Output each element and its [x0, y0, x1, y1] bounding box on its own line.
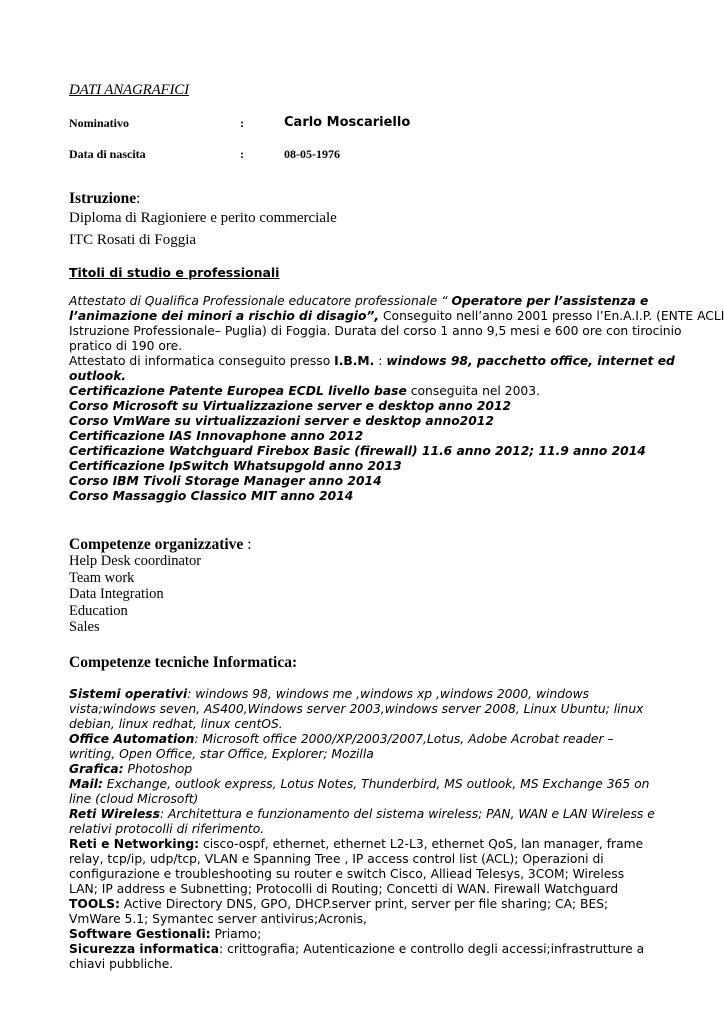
section-title-personal-data: DATI ANAGRAFICI — [69, 82, 189, 98]
technical-line: relay, tcp/ip, udp/tcp, VLAN e Spanning Tree , IP access control list (ACL); Operazioni di — [69, 852, 604, 866]
separator-birthdate: : — [240, 147, 244, 161]
organizational-item: Education — [69, 602, 128, 619]
text-run: Istruzione Professionale– Puglia) di Foggia. Durata del corso 1 anno 9,5 mesi e 600 ore con tirocinio — [69, 324, 682, 338]
titles-line — [69, 294, 724, 309]
text-run: : crittografia; Autenticazione e controllo degli accessi;infrastrutture a — [219, 942, 645, 956]
text-run: : — [374, 354, 387, 368]
text-run: Reti Wireless — [69, 807, 160, 821]
text-run: pratico di 190 ore. — [69, 339, 183, 353]
technical-line: LAN; IP address e Subnetting; Protocolli di Routing; Concetti di WAN. Firewall Watchguard — [69, 882, 619, 896]
text-run: conseguita nel 2003. — [406, 384, 540, 398]
text-run: outlook. — [69, 369, 127, 383]
technical-line: chiavi pubbliche. — [69, 957, 174, 971]
titles-line — [69, 399, 724, 414]
organizational-heading — [69, 536, 252, 554]
text-run: windows 98, pacchetto office, internet ed — [386, 354, 675, 368]
technical-line — [69, 807, 724, 822]
value-name: Carlo Moscariello — [284, 115, 411, 130]
organizational-item: Data Integration — [69, 586, 164, 603]
education-line: Diploma di Ragioniere e perito commerciale — [69, 210, 337, 226]
text-run: Corso IBM Tivoli Storage Manager anno 2014 — [69, 474, 382, 488]
text-run: Certificazione Patente Europea ECDL livello base — [69, 384, 407, 398]
titles-line — [69, 309, 724, 324]
technical-list — [69, 687, 724, 972]
text-run: Conseguito nell’anno 2001 presso l’En.A.I.P. (ENTE ACLI — [379, 309, 724, 323]
text-run: : Architettura e funzionamento del sistema wireless; PAN, WAN e LAN Wireless e — [159, 807, 655, 821]
label-birthdate: Data di nascita — [69, 147, 146, 161]
titles-line — [69, 459, 724, 474]
text-run: Grafica: — [69, 762, 124, 776]
text-run: Mail: — [69, 777, 103, 791]
text-run: Certificazione Watchguard Firebox Basic (firewall) 11.6 anno 2012; 11.9 anno 2014 — [69, 444, 646, 458]
text-run: Corso Microsoft su Virtualizzazione server e desktop anno 2012 — [69, 399, 512, 413]
technical-heading: Competenze tecniche Informatica: — [69, 654, 298, 671]
text-run: Exchange, outlook express, Lotus Notes, Thunderbird, MS outlook, MS Exchange 365 on — [102, 777, 650, 791]
organizational-item: Team work — [69, 569, 135, 586]
text-run: Sistemi operativi — [69, 687, 188, 701]
titles-line — [69, 429, 724, 444]
titles-line — [69, 414, 724, 429]
separator-name: : — [240, 116, 244, 130]
titles-line — [69, 384, 724, 399]
titles-line — [69, 444, 724, 459]
organizational-list — [69, 553, 201, 636]
technical-line — [69, 777, 724, 792]
text-run: Corso Massaggio Classico MIT anno 2014 — [69, 489, 354, 503]
text-run: Reti e Networking: — [69, 837, 200, 851]
technical-line: line (cloud Microsoft) — [69, 792, 199, 806]
technical-line: vista;windows seven, AS400,Windows server 2003,windows server 2008, Linux Ubuntu; linux — [69, 702, 644, 716]
education-heading — [69, 190, 140, 208]
titles-heading: Titoli di studio e professionali — [69, 265, 280, 280]
text-run: Photoshop — [123, 762, 193, 776]
text-run: Corso VmWare su virtualizzazioni server e desktop anno2012 — [69, 414, 494, 428]
titles-line — [69, 324, 724, 339]
organizational-item: Sales — [69, 619, 100, 636]
text-run: l’animazione dei minori a rischio di disagio”, — [69, 309, 380, 323]
technical-line: VmWare 5.1; Symantec server antivirus;Acronis, — [69, 912, 367, 926]
text-run: Software Gestionali: — [69, 927, 211, 941]
technical-line — [69, 837, 724, 852]
technical-line — [69, 927, 724, 942]
text-run: cisco-ospf, ethernet, ethernet L2-L3, ethernet QoS, lan manager, frame — [199, 837, 644, 851]
text-run: Attestato di Qualifica Professionale educatore professionale “ — [69, 294, 452, 308]
education-line: ITC Rosati di Foggia — [69, 232, 197, 248]
technical-line: relativi protocolli di riferimento. — [69, 822, 265, 836]
value-birthdate: 08-05-1976 — [284, 147, 340, 161]
education-heading-label: Istruzione — [69, 190, 137, 207]
titles-line — [69, 489, 724, 504]
text-run: : Microsoft office 2000/XP/2003/2007,Lotus, Adobe Acrobat reader – — [194, 732, 614, 746]
text-run: Certificazione IAS Innovaphone anno 2012 — [69, 429, 364, 443]
titles-list — [69, 294, 724, 504]
text-run: Active Directory DNS, GPO, DHCP.server print, server per file sharing; CA; BES; — [119, 897, 609, 911]
titles-line — [69, 339, 724, 354]
titles-line — [69, 354, 724, 369]
label-name: Nominativo — [69, 116, 129, 130]
text-run: Sicurezza informatica — [69, 942, 220, 956]
text-run: Priamo; — [210, 927, 262, 941]
technical-line: configurazione e troubleshooting su router e switch Cisco, Alliead Telesys, 3COM; Wireless — [69, 867, 625, 881]
technical-line — [69, 897, 724, 912]
technical-line — [69, 687, 724, 702]
technical-line: writing, Open Office, star Office, Explorer; Mozilla — [69, 747, 374, 761]
text-run: Certificazione IpSwitch Whatsupgold anno 2013 — [69, 459, 402, 473]
technical-line — [69, 942, 724, 957]
titles-line — [69, 474, 724, 489]
technical-line — [69, 762, 724, 777]
text-run: : windows 98, windows me ,windows xp ,windows 2000, windows — [187, 687, 590, 701]
technical-line — [69, 732, 724, 747]
organizational-heading-suffix: : — [243, 536, 252, 553]
text-run: Office Automation — [69, 732, 195, 746]
organizational-item: Help Desk coordinator — [69, 553, 202, 569]
technical-line: debian, linux redhat, linux centOS. — [69, 717, 283, 731]
text-run: Attestato di informatica conseguito presso — [69, 354, 335, 368]
text-run: I.B.M. — [334, 354, 375, 368]
titles-line — [69, 369, 724, 384]
education-heading-suffix: : — [136, 190, 141, 207]
text-run: Operatore per l’assistenza e — [451, 294, 649, 308]
text-run: TOOLS: — [69, 897, 120, 911]
organizational-heading-label: Competenze organizzative — [69, 536, 244, 553]
